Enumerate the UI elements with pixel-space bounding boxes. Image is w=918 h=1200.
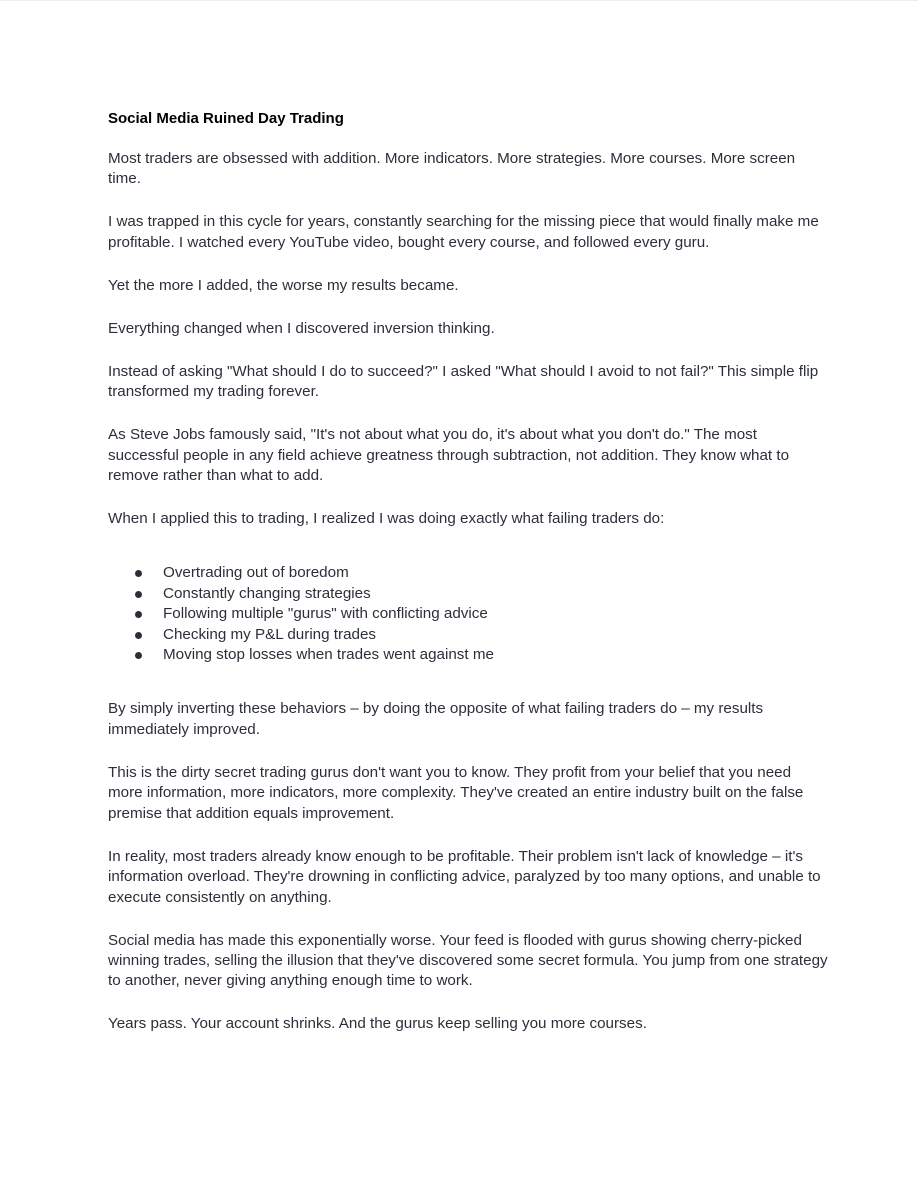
paragraph: Years pass. Your account shrinks. And the gurus keep selling you more courses. (108, 1015, 647, 1033)
paragraph: Everything changed when I discovered inversion thinking. (108, 319, 495, 337)
paragraph: This is the dirty secret trading gurus don't want you to know. They profit from your belief that you need more information, more indicators, more complexity. They've created an entire industry built on the false premise that addition equals improvement. (108, 763, 804, 822)
bullet-text: Following multiple "gurus" with conflicting advice (163, 605, 488, 623)
bullet-icon (135, 570, 142, 577)
bullet-item (108, 645, 828, 665)
bullet-text: Constantly changing strategies (163, 584, 371, 602)
bullet-item (108, 625, 828, 645)
bullet-list (108, 563, 828, 665)
bullet-icon (135, 632, 142, 639)
paragraph: Yet the more I added, the worse my results became. (108, 276, 459, 294)
paragraph: Instead of asking "What should I do to succeed?" I asked "What should I avoid to not fail?" This simple flip transformed my trading forever. (108, 362, 819, 401)
paragraph: As Steve Jobs famously said, "It's not about what you do, it's about what you don't do." The most successful people in any field achieve greatness through subtraction, not addition. They know what to remove rather than what to add. (108, 426, 790, 485)
bullet-icon (135, 611, 142, 618)
bullet-icon (135, 652, 142, 659)
bullet-text: Moving stop losses when trades went against me (163, 646, 494, 664)
paragraph: I was trapped in this cycle for years, constantly searching for the missing piece that would finally make me profitable. I watched every YouTube video, bought every course, and followed every guru. (108, 213, 819, 251)
paragraph: Social media has made this exponentially worse. Your feed is flooded with gurus showing cherry-picked winning trades, selling the illusion that they've discovered some secret formula. You jump from one strategy to another, never giving anything enough time to work. (108, 931, 828, 990)
bullet-text: Checking my P&L during trades (163, 625, 377, 643)
bullet-item (108, 584, 828, 604)
paragraph: When I applied this to trading, I realized I was doing exactly what failing traders do: (108, 510, 665, 528)
bullet-icon (135, 591, 142, 598)
paragraph: By simply inverting these behaviors – by doing the opposite of what failing traders do – my results immediately improved. (108, 700, 764, 738)
paragraph: In reality, most traders already know enough to be profitable. Their problem isn't lack of knowledge – it's information overload. They're drowning in conflicting advice, paralyzed by too many options, and unable to execute consistently on anything. (108, 847, 821, 906)
paragraph: Most traders are obsessed with addition. More indicators. More strategies. More courses. More screen time. (108, 150, 796, 188)
bullet-item (108, 604, 828, 624)
document-body (108, 109, 828, 1057)
bullet-text: Overtrading out of boredom (163, 564, 349, 582)
document-title: Social Media Ruined Day Trading (108, 110, 344, 127)
bullet-item (108, 563, 828, 583)
